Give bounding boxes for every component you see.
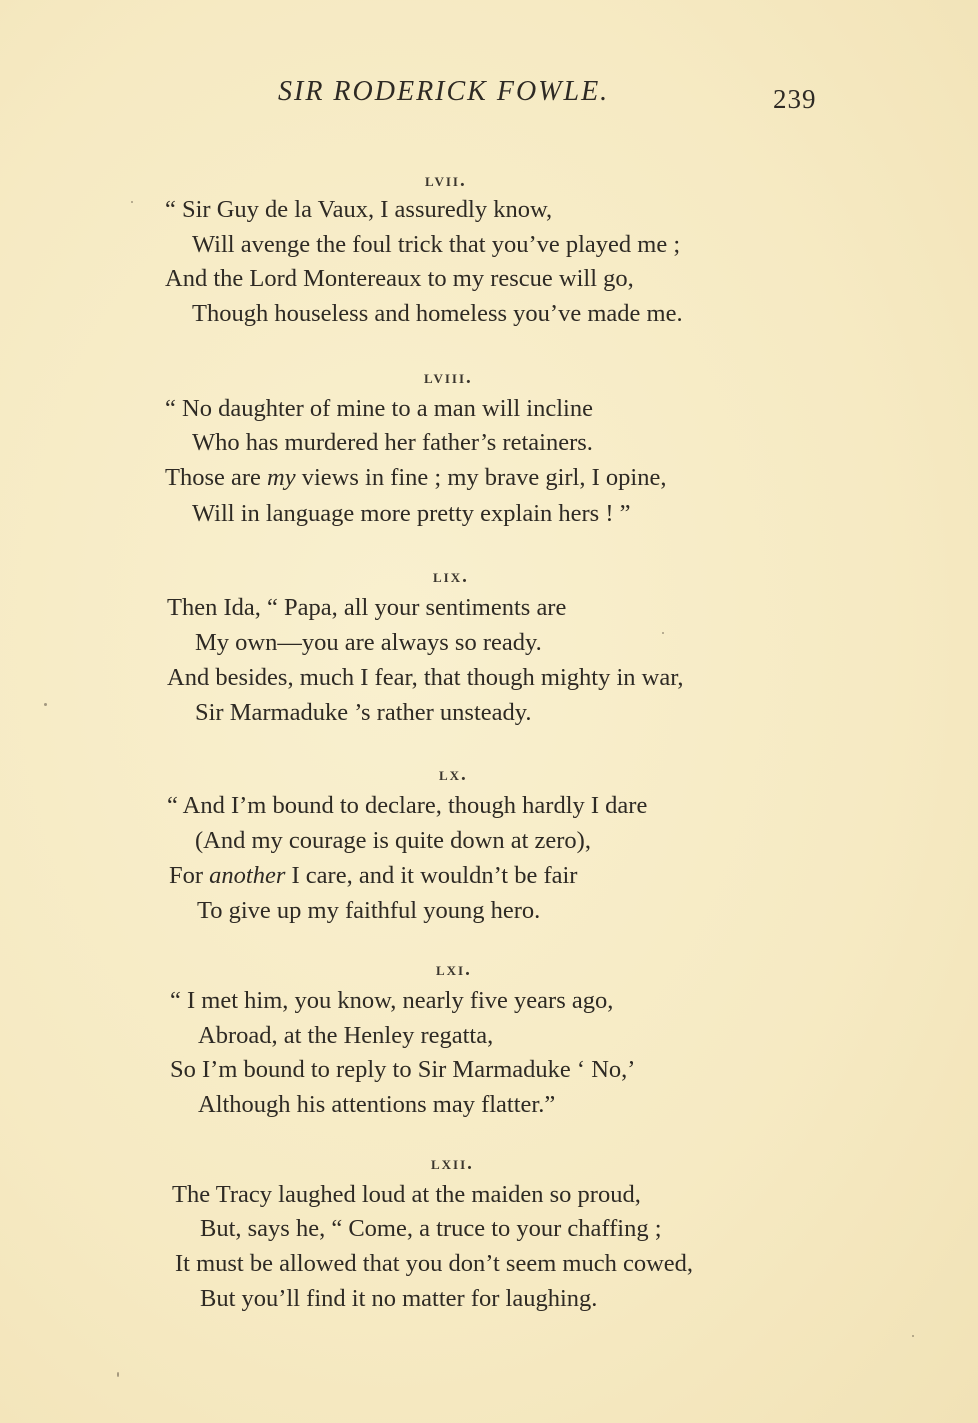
verse-line: Abroad, at the Henley regatta, xyxy=(198,1022,494,1049)
stanza-number: lix. xyxy=(433,566,469,587)
stanza-number: lx. xyxy=(439,764,468,785)
verse-line: Sir Marmaduke ’s rather unsteady. xyxy=(195,699,532,726)
stanza-number: lviii. xyxy=(424,367,473,388)
paper-speck xyxy=(117,1372,119,1377)
verse-line: But you’ll find it no matter for laughing. xyxy=(200,1285,598,1312)
verse-line: And besides, much I fear, that though mighty in war, xyxy=(167,664,684,691)
verse-line: “ And I’m bound to declare, though hardly I dare xyxy=(167,792,648,819)
paper-speck xyxy=(662,632,664,634)
stanza-number: lxi. xyxy=(436,959,472,980)
verse-fragment: views in fine ; my brave girl, I opine, xyxy=(295,464,667,491)
verse-fragment: I care, and it wouldn’t be fair xyxy=(285,862,578,889)
verse-line: My own—you are always so ready. xyxy=(195,629,542,656)
verse-line: Though houseless and homeless you’ve made me. xyxy=(192,300,683,327)
verse-line: And the Lord Montereaux to my rescue will go, xyxy=(165,265,634,292)
verse-line: Then Ida, “ Papa, all your sentiments are xyxy=(167,594,567,621)
paper-speck xyxy=(131,201,133,203)
verse-fragment: Those are xyxy=(165,464,268,491)
verse-line: It must be allowed that you don’t seem much cowed, xyxy=(175,1250,694,1277)
page-number: 239 xyxy=(773,84,817,114)
verse-line: To give up my faithful young hero. xyxy=(197,897,541,924)
verse-fragment: For xyxy=(169,862,210,889)
running-head xyxy=(0,76,978,116)
verse-line: Although his attentions may flatter.” xyxy=(198,1091,556,1118)
verse-line xyxy=(169,864,577,889)
stanza-number: lxii. xyxy=(431,1153,474,1174)
verse-line: “ No daughter of mine to a man will incline xyxy=(165,395,593,422)
page-title: SIR RODERICK FOWLE. xyxy=(278,76,610,107)
verse-line xyxy=(165,466,666,491)
verse-line: Will avenge the foul trick that you’ve played me ; xyxy=(192,231,681,258)
verse-line: “ I met him, you know, nearly five years ago, xyxy=(170,987,614,1014)
emphasized-word: my xyxy=(267,464,296,491)
verse-line: The Tracy laughed loud at the maiden so proud, xyxy=(172,1181,641,1208)
verse-line: (And my courage is quite down at zero), xyxy=(195,827,591,854)
paper-speck xyxy=(912,1335,914,1337)
paper-speck xyxy=(44,703,47,706)
emphasized-word: another xyxy=(209,862,286,889)
verse-line: Who has murdered her father’s retainers. xyxy=(192,429,593,456)
verse-line: Will in language more pretty explain hers ! ” xyxy=(192,500,631,527)
verse-line: “ Sir Guy de la Vaux, I assuredly know, xyxy=(165,196,553,223)
stanza-number: lvii. xyxy=(425,170,467,191)
verse-line: But, says he, “ Come, a truce to your chaffing ; xyxy=(200,1215,662,1242)
verse-line: So I’m bound to reply to Sir Marmaduke ‘ No,’ xyxy=(170,1056,636,1083)
